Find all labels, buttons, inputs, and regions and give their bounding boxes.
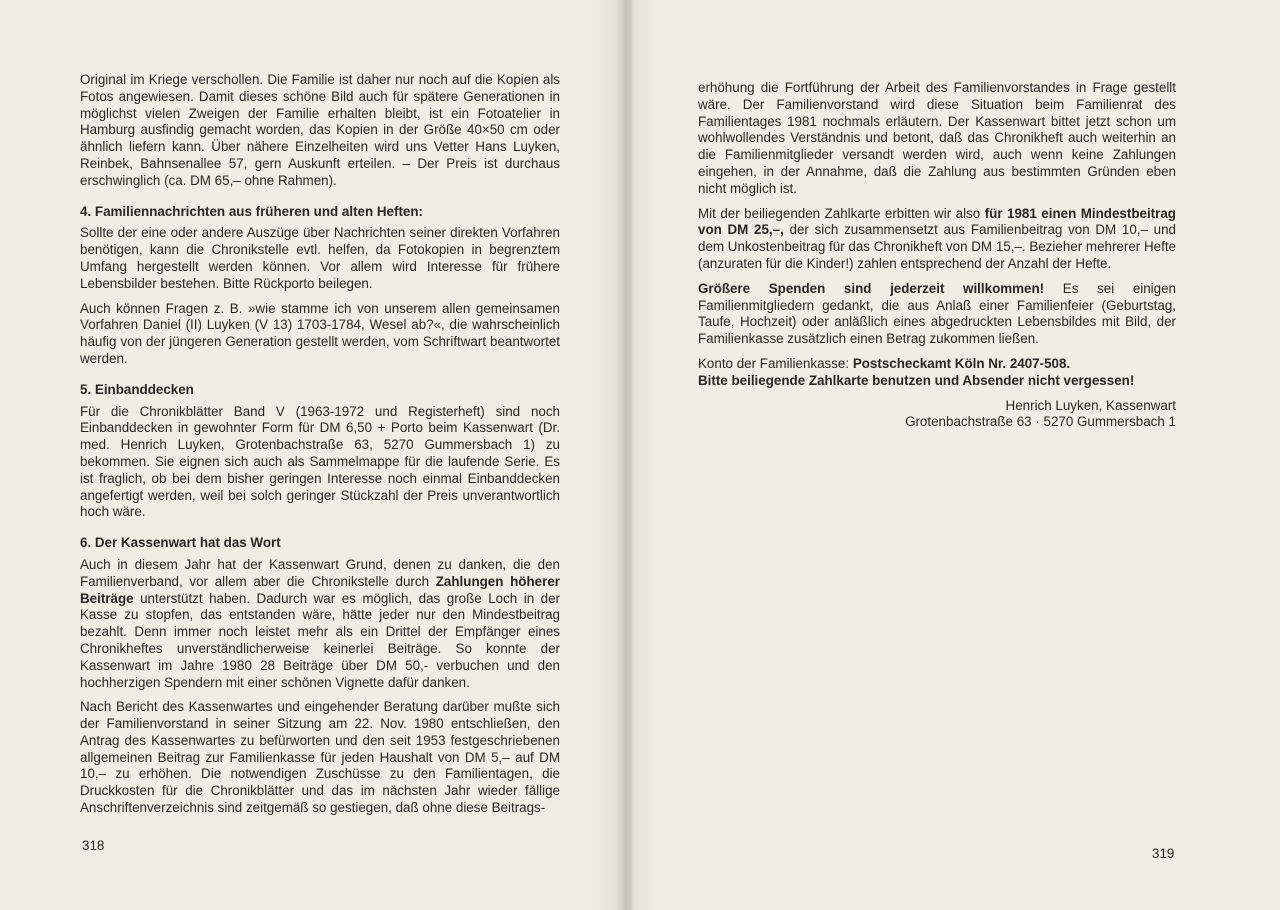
section-6-heading: 6. Der Kassenwart hat das Wort <box>80 535 281 551</box>
account-label: Konto der Familienkasse: <box>698 355 853 371</box>
section-5-paragraph: Für die Chronikblätter Band V (1963-1972 und Registerheft) sind noch Einbanddecken in gewohnter Form für DM 6,50 + Porto beim Kassenwart (Dr. med. Henrich Luyken, Grotenbachstraße 63, 5270 Gummersbach 1) zu bekommen. Sie eignen sich auch als Sammelmappe für die laufende Serie. Es ist fraglich, ob bei dem bisher geringen Interesse noch einmal Einbanddecken angefertigt werden, weil bei solch geringer Stückzahl der Preis unverantwortlich hoch wäre. <box>80 403 560 520</box>
left-page <box>0 0 628 910</box>
account-paragraph <box>698 356 1176 390</box>
section-4-paragraph-2: Auch können Fragen z. B. »wie stamme ich von unserem allen gemeinsamen Vorfahren Daniel (II) Luyken (V 13) 1703-1784, Wesel ab?«, die wahrscheinlich häufig von der jüngeren Generation gestellt werden, vom Schriftwart beantwortet werden. <box>80 300 560 366</box>
contribution-bold-text: für 1981 einen Mindestbeitrag von DM 25,–, <box>698 205 1176 238</box>
section-6-text-b: unterstützt haben. Dadurch war es möglich, das große Loch in der Kasse zu stopfen, das entstanden wäre, hätte jeder nur den Mindestbeitrag bezahlt. Denn immer noch leistet mehr als ein Drittel der Empfänger eines Chronikheftes unverständlicherweise keinerlei Beiträge. So konnte der Kassenwart im Jahre 1980 28 Beiträge über DM 50,- verbuchen und den hochherzigen Spendern mit einer schönen Vignette dafür danken. <box>80 590 560 690</box>
donations-text: Es sei einigen Familienmitgliedern gedankt, die aus Anlaß einer Familienfeier (Geburtstag, Taufe, Hochzeit) oder anläßlich eines abgedruckten Lebensbildes mit Bild, der Familienkasse zusätzlich einen Betrag zukommen ließen. <box>698 280 1176 347</box>
donations-paragraph <box>698 281 1176 348</box>
right-page <box>632 0 1280 910</box>
right-text-column <box>698 80 1176 431</box>
page-number-left: 318 <box>82 838 105 853</box>
donations-bold-text: Größere Spenden sind jederzeit willkommen! <box>698 280 1045 296</box>
section-6-paragraph-1 <box>80 557 560 691</box>
contribution-text-a: Mit der beiliegenden Zahlkarte erbitten wir also <box>698 205 985 221</box>
page-number-right: 319 <box>1152 846 1175 861</box>
payment-reminder: Bitte beiliegende Zahlkarte benutzen und Absender nicht vergessen! <box>698 372 1135 388</box>
contribution-text-b: der sich zusammensetzt aus Familienbeitrag von DM 10,– und dem Unkostenbeitrag für das Chronikheft von DM 15,–. Bezieher mehrerer Hefte (anzuraten für die Kinder!) zahlen entsprechend der Anzahl der Hefte. <box>698 222 1176 271</box>
account-number: Postscheckamt Köln Nr. 2407-508. <box>852 355 1071 371</box>
intro-paragraph: Original im Kriege verschollen. Die Familie ist daher nur noch auf die Kopien als Fotos angewiesen. Damit dieses schöne Bild auch für spätere Generationen in möglichst vielen Zweigen der Familie erhalten bleibt, ist ein Fotoatelier in Hamburg ausfindig gemacht worden, das Kopien in der Größe 40×50 cm oder ähnlich liefern kann. Über nähere Einzelheiten wird uns Vetter Hans Luyken, Reinbek, Bahnsenallee 57, gern Auskunft erteilen. – Der Preis ist durchaus erschwinglich (ca. DM 65,– ohne Rahmen). <box>80 72 560 188</box>
left-text-column <box>80 72 560 825</box>
section-5-heading: 5. Einbanddecken <box>80 381 194 397</box>
contribution-paragraph <box>698 206 1176 273</box>
signature-address: Grotenbachstraße 63 · 5270 Gummersbach 1 <box>905 414 1176 430</box>
section-6-paragraph-2: Nach Bericht des Kassenwartes und eingehender Beratung darüber mußte sich der Familienvorstand in seiner Sitzung am 22. Nov. 1980 entschließen, den Antrag des Kassenwartes zu befürworten und den seit 1953 festgeschriebenen allgemeinen Beitrag zur Familienkasse für jeden Haushalt von DM 5,– auf DM 10,– zu erhöhen. Die notwendigen Zuschüsse zu den Familientagen, die Druckkosten für die Chronikblätter und das im nächsten Jahr wieder fällige Anschriftenverzeichnis sind zeitgemäß so gestiegen, daß ohne diese Beitrags- <box>80 699 560 816</box>
section-4-heading: 4. Familiennachrichten aus früheren und alten Heften: <box>80 203 424 219</box>
signature-name: Henrich Luyken, Kassenwart <box>1005 397 1176 413</box>
section-6-text-a: Auch in diesem Jahr hat der Kassenwart Grund, denen zu danken, die den Familienverband, vor allem aber die Chronikstelle durch <box>80 556 560 589</box>
section-6-bold-text: Zahlungen höherer Beiträge <box>80 573 560 606</box>
continuation-paragraph: erhöhung die Fortführung der Arbeit des Familienvorstandes in Frage gestellt wäre. Der Familienvorstand wird diese Situation beim Familienrat des Familientages 1981 nochmals erläutern. Der Kassenwart bittet jetzt schon um wohlwollendes Verständnis und betont, daß das Chronikheft auch weiterhin an die Familienmitglieder versandt werden wird, auch wenn keine Zahlungen eingehen, in der Annahme, daß die Zahlung aus bestimmten Gründen eben nicht möglich ist. <box>698 80 1176 196</box>
section-4-paragraph-1: Sollte der eine oder andere Auszüge über Nachrichten seiner direkten Vorfahren benötigen, kann die Chronikstelle evtl. helfen, da Fotokopien in begrenztem Umfang hergestellt werden können. Vor allem wird Interesse für frühere Lebensbilder bestehen. Bitte Rückporto beilegen. <box>80 225 560 291</box>
